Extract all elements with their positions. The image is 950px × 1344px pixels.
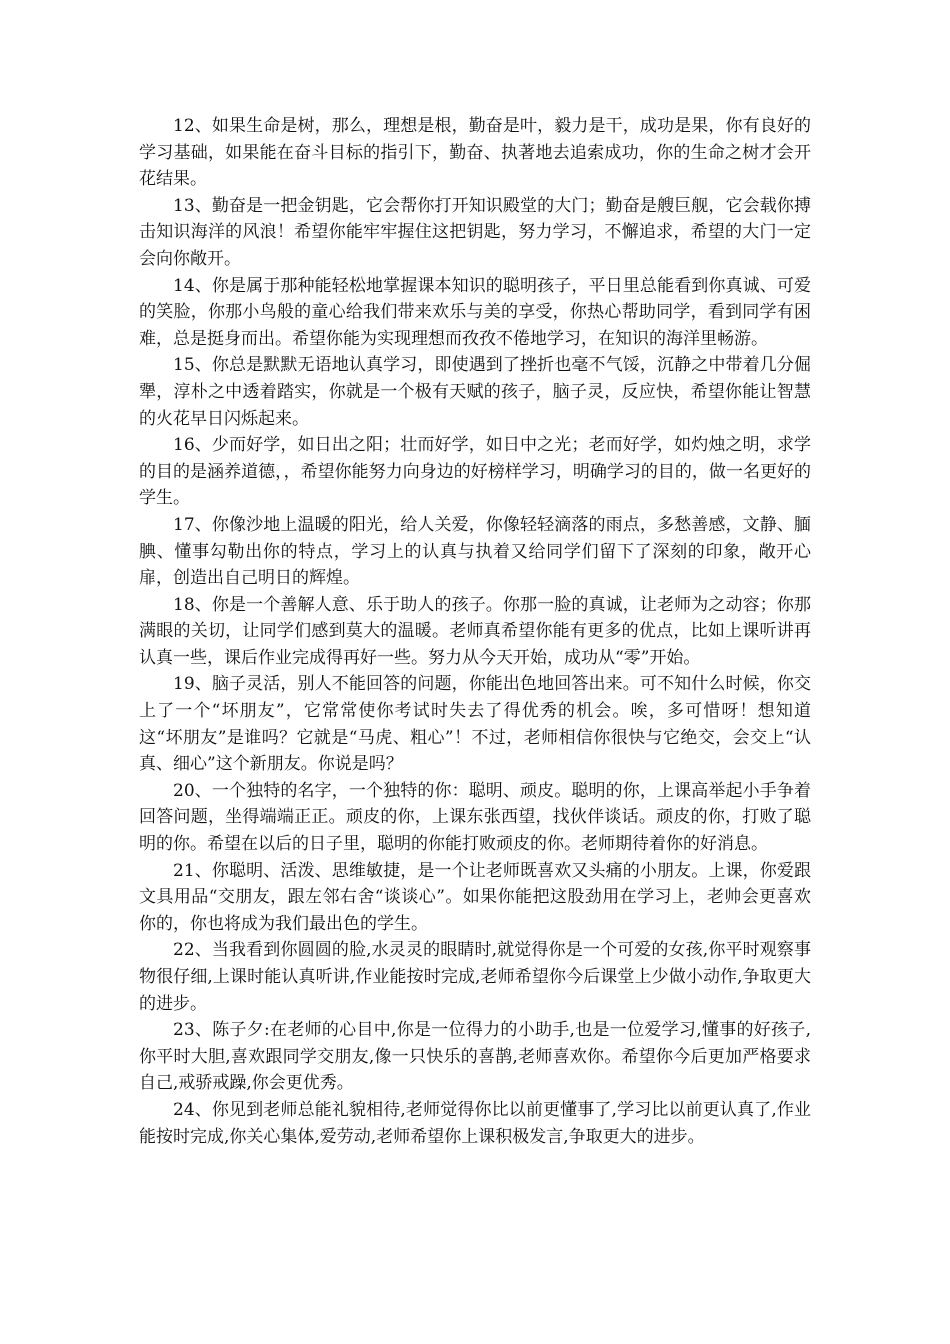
paragraph-21: 21、你聪明、活泼、思维敏捷，是一个让老师既喜欢又头痛的小朋友。上课，你爱跟文具用品“交朋友，跟左邻右舍“谈谈心”。如果你能把这股劲用在学习上，老帅会更喜欢你的，你也将成为我们最出色的学生。	[139, 860, 811, 934]
paragraph-20: 20、一个独特的名字，一个独特的你：聪明、顽皮。聪明的你，上课高举起小手争着回答问题，坐得端端正正。顽皮的你，上课东张西望，找伙伴谈话。顽皮的你，打败了聪明的你。希望在以后的日子里，聪明的你能打败顽皮的你。老师期待着你的好消息。	[139, 780, 811, 855]
paragraph-18: 18、你是一个善解人意、乐于助人的孩子。你那一脸的真诚，让老师为之动容；你那满眼的关切，让同学们感到莫大的温暖。老师真希望你能有更多的优点，比如上课听讲再认真一些，课后作业完成得再好一些。努力从今天开始，成功从“零”开始。	[139, 594, 811, 668]
document-body	[139, 113, 811, 1150]
paragraph-14: 14、你是属于那种能轻松地掌握课本知识的聪明孩子，平日里总能看到你真诚、可爱的笑脸，你那小鸟般的童心给我们带来欢乐与美的享受，你热心帮助同学，看到同学有困难，总是挺身而出。希望你能为实现理想而孜孜不倦地学习，在知识的海洋里畅游。	[139, 275, 811, 349]
paragraph-16: 16、少而好学，如日出之阳；壮而好学，如日中之光；老而好学，如灼烛之明，求学的目的是涵养道德，，希望你能努力向身边的好榜样学习，明确学习的目的，做一名更好的学生。	[139, 435, 811, 509]
paragraph-17: 17、你像沙地上温暖的阳光，给人关爱，你像轻轻滴落的雨点，多愁善感，文静、腼腆、懂事勾勒出你的特点，学习上的认真与执着又给同学们留下了深刻的印象，敞开心扉，创造出自己明日的辉煌。	[139, 514, 811, 589]
paragraph-13: 13、勤奋是一把金钥匙，它会帮你打开知识殿堂的大门；勤奋是艘巨舰，它会载你搏击知识海洋的风浪！希望你能牢牢握住这把钥匙，努力学习，不懈追求，希望的大门一定会向你敞开。	[139, 195, 811, 269]
paragraph-23: 23、陈子夕:在老师的心目中,你是一位得力的小助手,也是一位爱学习,懂事的好孩子,你平时大胆,喜欢跟同学交朋友,像一只快乐的喜鹊,老师喜欢你。希望你今后更加严格要求自己,戒骄戒躁,你会更优秀。	[139, 1020, 811, 1094]
paragraph-22: 22、当我看到你圆圆的脸,水灵灵的眼睛时,就觉得你是一个可爱的女孩,你平时观察事物很仔细,上课时能认真听讲,作业能按时完成,老师希望你今后课堂上少做小动作,争取更大的进步。	[139, 940, 811, 1014]
paragraph-24: 24、你见到老师总能礼貌相待,老师觉得你比以前更懂事了,学习比以前更认真了,作业能按时完成,你关心集体,爱劳动,老师希望你上课积极发言,争取更大的进步。	[139, 1099, 811, 1147]
paragraph-15: 15、你总是默默无语地认真学习，即使遇到了挫折也毫不气馁，沉静之中带着几分倔犟，淳朴之中透着踏实，你就是一个极有天赋的孩子，脑子灵，反应快，希望你能让智慧的火花早日闪烁起来。	[139, 355, 811, 429]
paragraph-12: 12、如果生命是树，那么，理想是根，勤奋是叶，毅力是干，成功是果，你有良好的学习基础，如果能在奋斗目标的指引下，勤奋、执著地去追索成功，你的生命之树才会开花结果。	[139, 116, 811, 190]
paragraph-19: 19、脑子灵活，别人不能回答的问题，你能出色地回答出来。可不知什么时候，你交上了一个“坏朋友”，它常常使你考试时失去了得优秀的机会。唉，多可惜呀！想知道这“坏朋友”是谁吗？它就是“马虎、粗心”！不过，老师相信你很快与它绝交，会交上“认真、细心”这个新朋友。你说是吗？	[139, 674, 811, 775]
